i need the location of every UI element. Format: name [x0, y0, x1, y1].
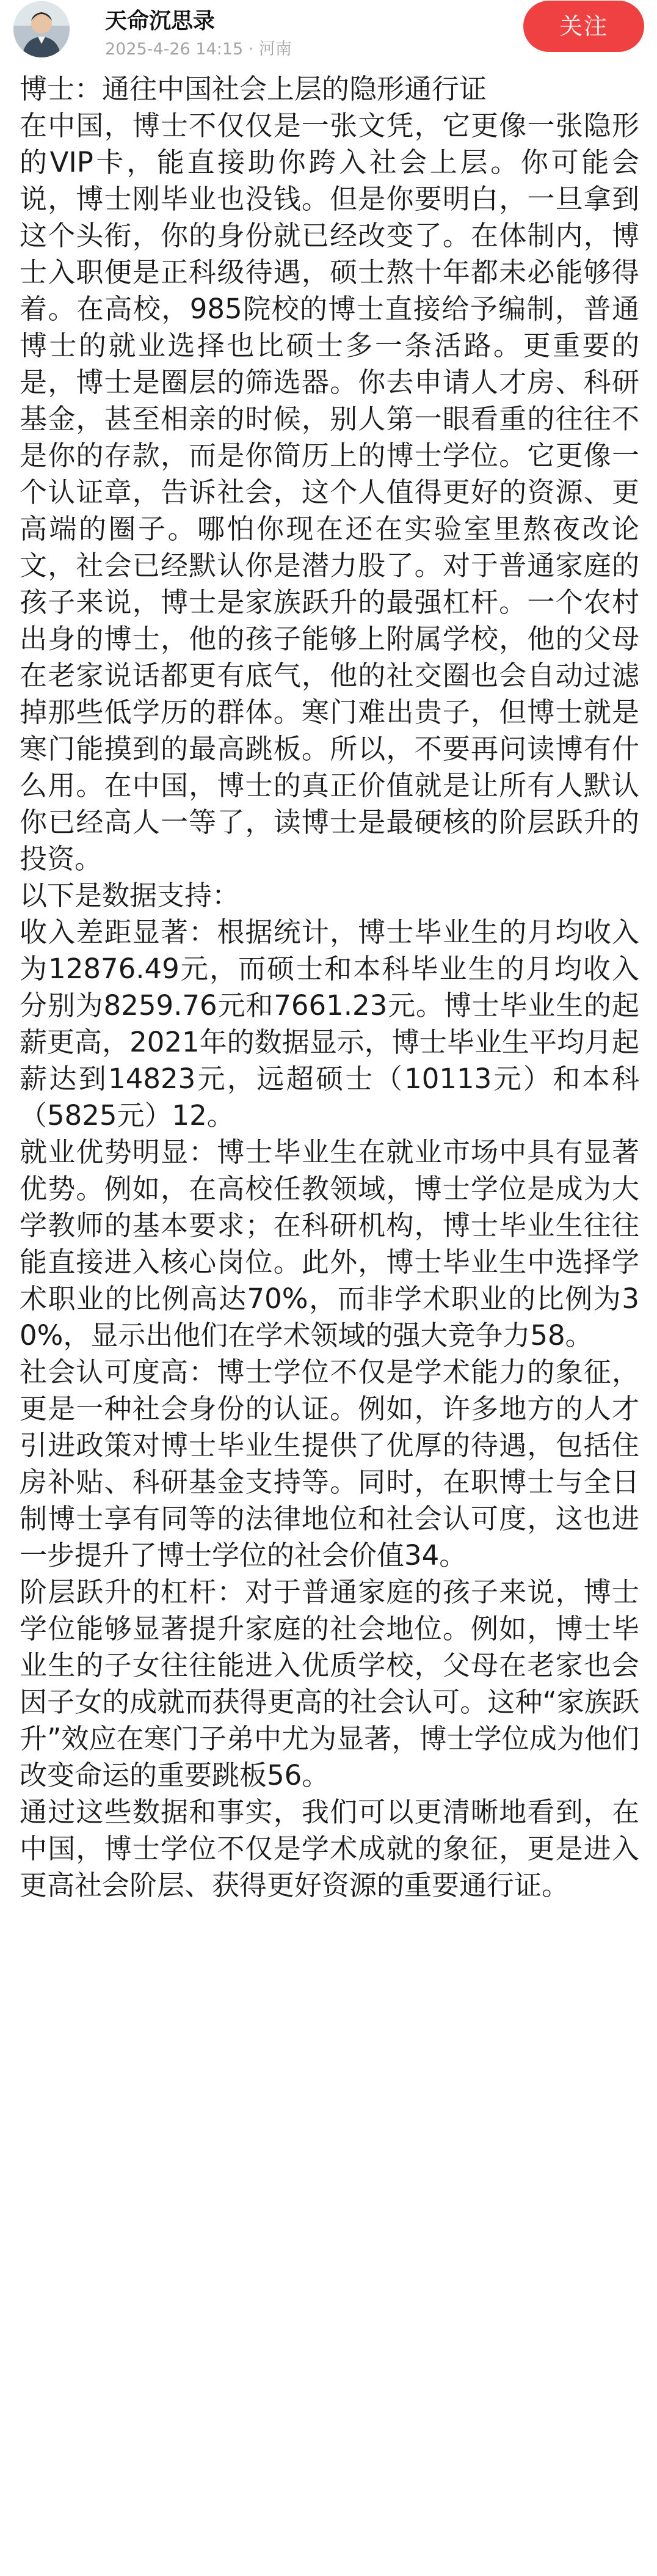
author-avatar[interactable] [13, 1, 70, 57]
article-paragraph: 阶层跃升的杠杆：对于普通家庭的孩子来说，博士学位能够显著提升家庭的社会地位。例如，博士毕业生的子女往往能进入优质学校，父母在老家也会因子女的成就而获得更高的社会认可。这种“家族跃升”效应在寒门子弟中尤为显著，博士学位成为他们改变命运的重要跳板56。 [20, 1576, 639, 1791]
follow-button[interactable]: 关注 [523, 1, 644, 52]
article-paragraph: 社会认可度高：博士学位不仅是学术能力的象征，更是一种社会身份的认证。例如，许多地方的人才引进政策对博士毕业生提供了优厚的待遇，包括住房补贴、科研基金支持等。同时，在职博士与全日制博士享有同等的法律地位和社会认可度，这也进一步提升了博士学位的社会价值34。 [20, 1356, 639, 1572]
bottom-fade-overlay [0, 2521, 657, 2576]
post-header [0, 0, 657, 61]
avatar-photo-icon [13, 1, 70, 57]
author-name[interactable]: 天命沉思录 [105, 9, 216, 34]
article-paragraph: 在中国，博士不仅仅是一张文凭，它更像一张隐形的VIP卡，能直接助你跨入社会上层。你可能会说，博士刚毕业也没钱。但是你要明白，一旦拿到这个头衔，你的身份就已经改变了。在体制内，博士入职便是正科级待遇，硕士熬十年都未必能够得着。在高校，985院校的博士直接给予编制，普通博士的就业选择也比硕士多一条活路。更重要的是，博士是圈层的筛选器。你去申请人才房、科研基金，甚至相亲的时候，别人第一眼看重的往往不是你的存款，而是你简历上的博士学位。它更像一个认证章，告诉社会，这个人值得更好的资源、更高端的圈子。哪怕你现在还在实验室里熬夜改论文，社会已经默认你是潜力股了。对于普通家庭的孩子来说，博士是家族跃升的最强杠杆。一个农村出身的博士，他的孩子能够上附属学校，他的父母在老家说话都更有底气，他的社交圈也会自动过滤掉那些低学历的群体。寒门难出贵子，但博士就是寒门能摸到的最高跳板。所以，不要再问读博有什么用。在中国，博士的真正价值就是让所有人默认你已经高人一等了，读博士是最硬核的阶层跃升的投资。 [20, 109, 639, 875]
article-paragraph: 以下是数据支持： [20, 879, 240, 912]
article-title: 博士：通往中国社会上层的隐形通行证 [20, 73, 487, 105]
article-paragraph: 收入差距显著：根据统计，博士毕业生的月均收入为12876.49元，而硕士和本科毕业生的月均收入分别为8259.76元和7661.23元。博士毕业生的起薪更高，2021年的数据显示，博士毕业生平均月起薪达到14823元，远超硕士（10113元）和本科（5825元）12。 [20, 916, 639, 1132]
article-body [20, 71, 639, 1904]
post-meta: 2025-4-26 14:15 · 河南 [105, 40, 292, 59]
article-paragraph: 通过这些数据和事实，我们可以更清晰地看到，在中国，博士学位不仅是学术成就的象征，更是进入更高社会阶层、获得更好资源的重要通行证。 [20, 1796, 639, 1901]
article-paragraph: 就业优势明显：博士毕业生在就业市场中具有显著优势。例如，在高校任教领域，博士学位是成为大学教师的基本要求；在科研机构，博士毕业生往往能直接进入核心岗位。此外，博士毕业生中选择学术职业的比例高达70%，而非学术职业的比例为30%，显示出他们在学术领域的强大竞争力58。 [20, 1136, 639, 1352]
